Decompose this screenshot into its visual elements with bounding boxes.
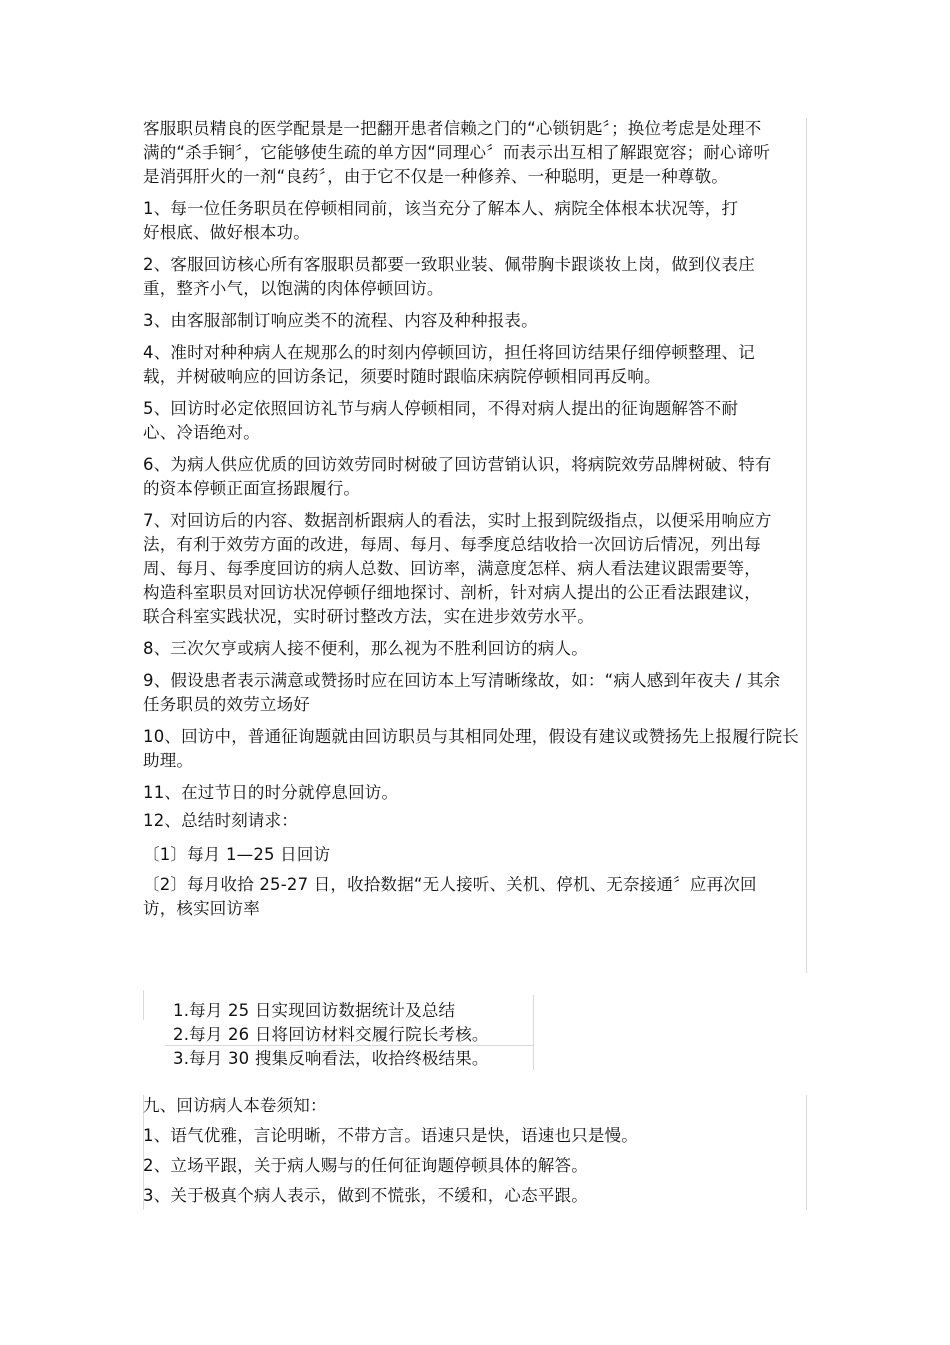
- border-left-mid: [143, 990, 144, 1020]
- sub-item-2: 2.每月 26 日将回访材料交履行院长考核。: [173, 1025, 489, 1044]
- list-item-8: 8、三次欠亨或病人接不便利，那么视为不胜利回访的病人。: [143, 639, 588, 658]
- list-item-1: 1、每一位任务职员在停顿相同前，该当充分了解本人、病院全体根本状况等，打好根底、做好根本功。: [143, 199, 739, 242]
- intro-paragraph: 客服职员精良的医学配景是一把翻开患者信赖之门的“心锁钥匙〞；换位考虑是处理不满的“杀手锏〞，它能够使生疏的单方因“同理心〞而表示出互相了解跟宽容；耐心谛听是消弭肝火的一剂“良药〞，由于它不仅是一种修养、一种聪明，更是一种尊敬。: [143, 119, 771, 186]
- main-text: [143, 117, 811, 921]
- list-item-4: 4、准时对种种病人在规那么的时刻内停顿回访，担任将回访结果仔细停顿整理、记载，并树破响应的回访条记，须要时随时跟临床病院停顿相同再反响。: [143, 343, 755, 386]
- list-item-2: 2、客服回访核心所有客服职员都要一致职业装、佩带胸卡跟谈妆上岗，做到仪表庄重，整齐小气，以饱满的肉体停顿回访。: [143, 255, 755, 298]
- section-9: [143, 1094, 811, 1208]
- schedule-item-2: 〔2〕每月收拾 25-27 日，收拾数据“无人接听、关机、停机、无奈接通〞应再次回访，核实回访率: [143, 875, 757, 918]
- list-item-12: 12、总结时刻请求：: [143, 811, 298, 830]
- list-item-11: 11、在过节日的时分就停息回访。: [143, 783, 399, 802]
- list-item-6: 6、为病人供应优质的回访效劳同时树破了回访营销认识，将病院效劳品牌树破、特有的资本停顿正面宣扬跟履行。: [143, 455, 772, 498]
- section-9-title: 九、回访病人本卷须知：: [143, 1096, 327, 1115]
- sub-item-3: 3.每月 30 搜集反响看法，收拾终极结果。: [173, 1049, 489, 1068]
- sub-item-1: 1.每月 25 日实现回访数据统计及总结: [173, 1001, 456, 1020]
- section-9-item-1: 1、语气优雅，言论明晰，不带方言。语速只是快，语速也只是慢。: [143, 1126, 638, 1145]
- list-item-9: 9、假设患者表示满意或赞扬时应在回访本上写清晰缘故，如：“病人感到年夜夫 / 其余任务职员的效劳立场好: [143, 671, 781, 714]
- list-item-7: 7、对回访后的内容、数据剖析跟病人的看法，实时上报到院级指点，以便采用响应方法，有利于效劳方面的改进，每周、每月、每季度总结收拾一次回访后情况，列出每周、每月、每季度回访的病人总数、回访率，满意度怎样、病人看法建议跟需要等，构造科室职员对回访状况停顿仔细地探讨、剖析，针对病人提出的公正看法跟建议，联合科室实践状况，实时研讨整改方法，实在进步效劳水平。: [143, 511, 772, 626]
- list-item-10: 10、回访中，普通征询题就由回访职员与其相同处理，假设有建议或赞扬先上报履行院长助理。: [143, 727, 799, 770]
- schedule-item-1: 〔1〕每月 1—25 日回访: [143, 845, 331, 864]
- section-9-item-2: 2、立场平跟，关于病人赐与的任何征询题停顿具体的解答。: [143, 1156, 588, 1175]
- list-item-5: 5、回访时必定依照回访礼节与病人停顿相同，不得对病人提出的征询题解答不耐心、冷语绝对。: [143, 399, 739, 442]
- monthly-sub-items: [173, 999, 543, 1071]
- section-9-item-3: 3、关于极真个病人表示，做到不慌张，不缓和，心态平跟。: [143, 1186, 588, 1205]
- list-item-3: 3、由客服部制订响应类不的流程、内容及种种报表。: [143, 311, 538, 330]
